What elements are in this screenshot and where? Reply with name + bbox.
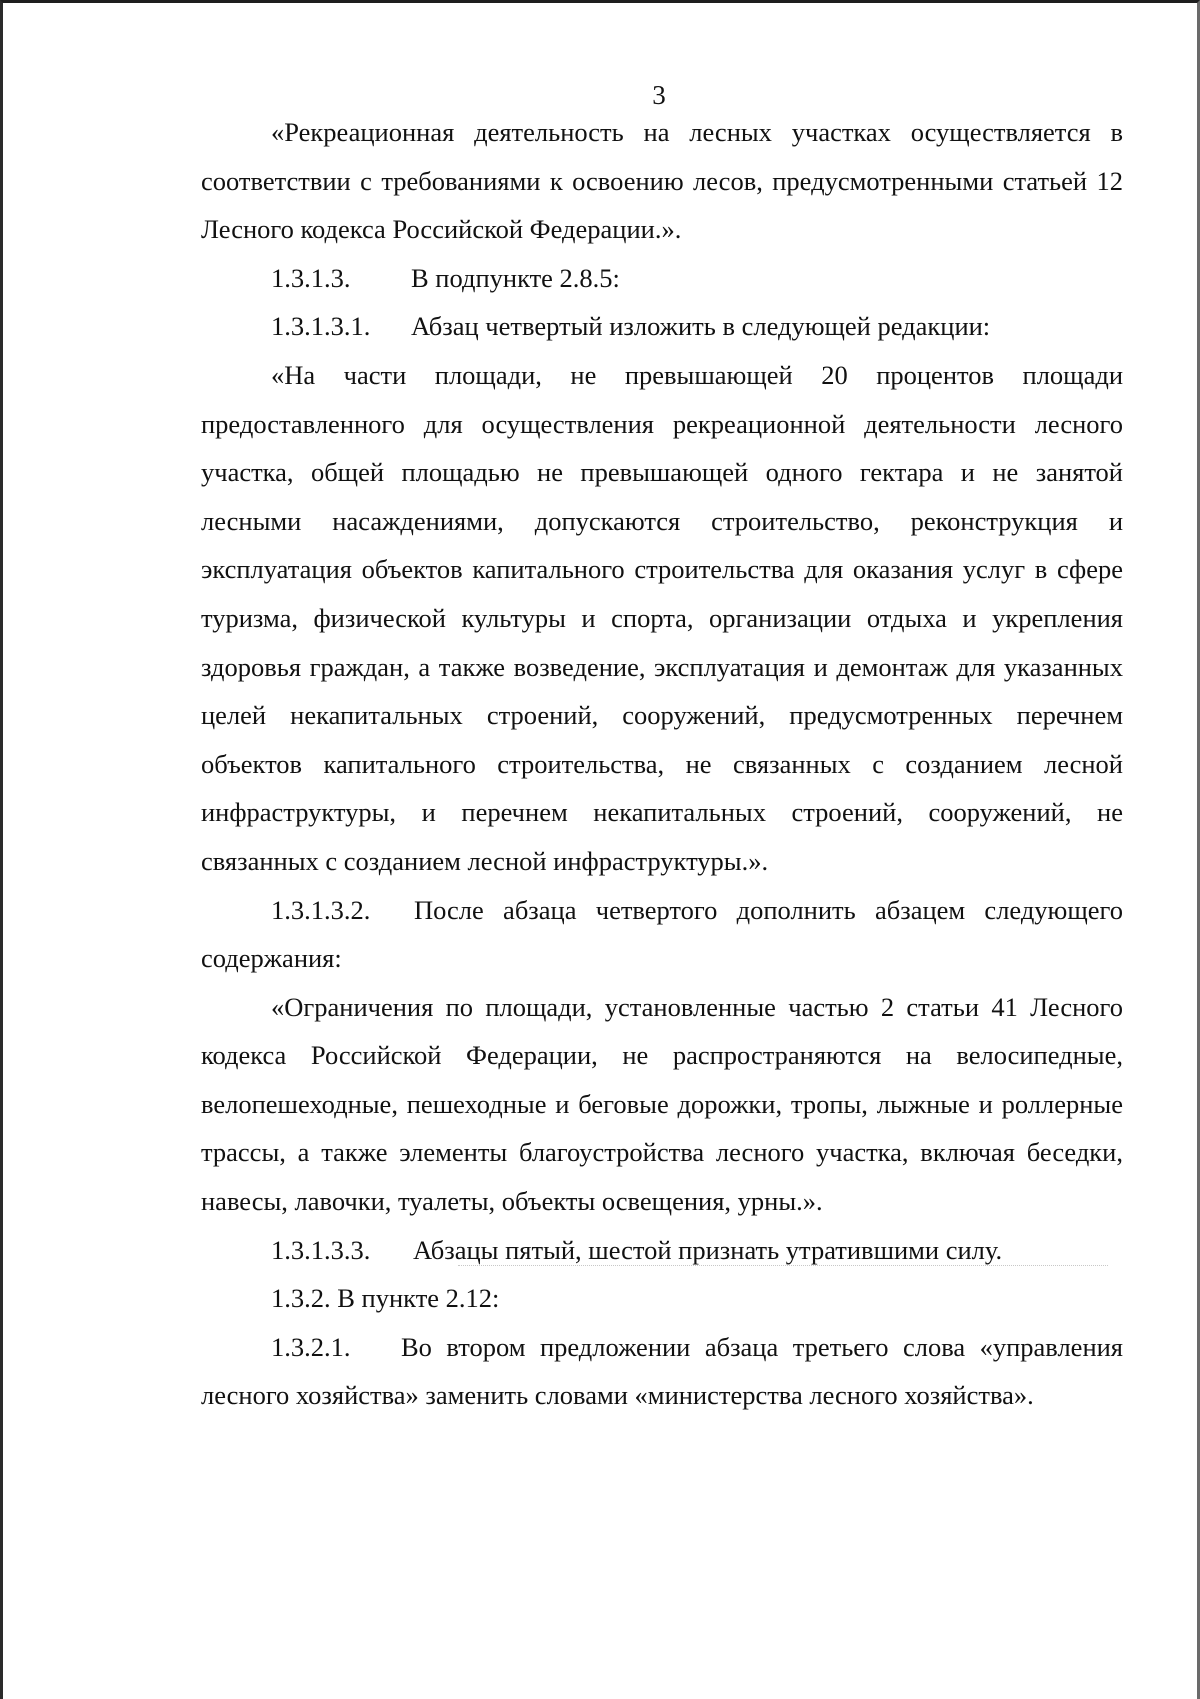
paragraph-area-restriction: «На части площади, не превышающей 20 процентов площади предоставленного для осуществления рекреационной деятельности лесного участка, общей площадью не превышающей одного гектара и не занятой лесными насаждениями, допускаются строительство, реконструкция и эксплуатация объектов капитального строительства для оказания услуг в сфере туризма, физической культуры и спорта, организации отдыха и укрепления здоровья граждан, а также возведение, эксплуатация и демонтаж для указанных целей некапитальных строений, сооружений, предусмотренных перечнем объектов капитального строительства, не связанных с созданием лесной инфраструктуры, и перечнем некапитальных строений, сооружений, не связанных с созданием лесной инфраструктуры.».: [201, 359, 1123, 876]
clause-text: Абзацы пятый, шестой признать утратившими силу.: [413, 1234, 1003, 1265]
document-body: [201, 108, 1123, 1420]
clause-number: 1.3.2.1.: [271, 1331, 351, 1362]
clause-1-3-1-3: [201, 254, 1123, 303]
clause-1-3-2: 1.3.2. В пункте 2.12:: [271, 1283, 500, 1314]
clause-text: В подпункте 2.8.5:: [411, 262, 620, 293]
clause-number: 1.3.1.3.1.: [271, 311, 371, 342]
clause-number: 1.3.1.3.3.: [271, 1234, 371, 1265]
clause-number: 1.3.1.3.: [271, 262, 351, 293]
clause-text: Во втором предложении абзаца третьего слова «управления лесного хозяйства» заменить словами «министерства лесного хозяйства».: [201, 1331, 1123, 1411]
clause-text: Абзац четвертый изложить в следующей редакции:: [411, 311, 991, 342]
clause-1-3-2-1: [201, 1323, 1123, 1420]
clause-number: 1.3.1.3.2.: [271, 894, 371, 925]
clause-text: После абзаца четвертого дополнить абзацем следующего содержания:: [201, 894, 1123, 974]
clause-1-3-1-3-1: [201, 302, 1123, 351]
scan-artifact-line: [458, 1265, 1108, 1266]
page-number: 3: [652, 80, 666, 110]
clause-1-3-1-3-3: [201, 1226, 1123, 1275]
paragraph-limitations: «Ограничения по площади, установленные частью 2 статьи 41 Лесного кодекса Российской Федерации, не распространяются на велосипедные, велопешеходные, пешеходные и беговые дорожки, тропы, лыжные и роллерные трассы, а также элементы благоустройства лесного участка, включая беседки, навесы, лавочки, туалеты, объекты освещения, урны.».: [201, 991, 1123, 1217]
paragraph-recreational-activity: «Рекреационная деятельность на лесных участках осуществляется в соответствии с требованиями к освоению лесов, предусмотренными статьей 12 Лесного кодекса Российской Федерации.».: [201, 117, 1123, 245]
clause-1-3-1-3-2: [201, 886, 1123, 983]
